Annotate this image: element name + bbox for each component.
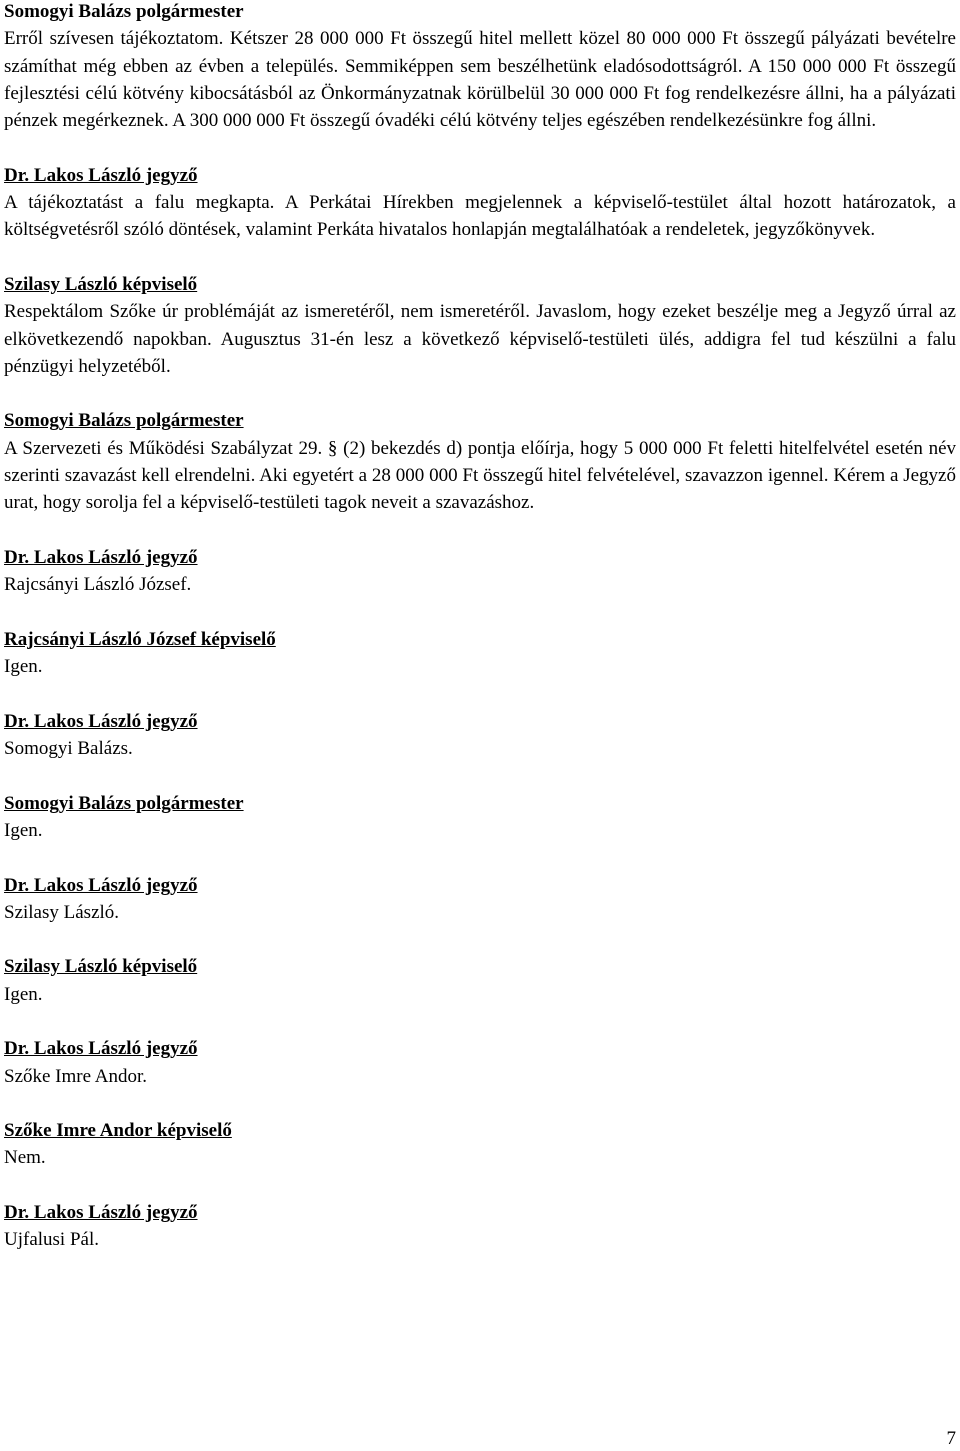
transcript-entry <box>4 1199 956 1254</box>
transcript-entry <box>4 544 956 599</box>
speech-text: A Szervezeti és Működési Szabályzat 29. § (2) bekezdés d) pontja előírja, hogy 5 000 000 Ft feletti hitelfelvétel esetén név szerinti szavazást kell elrendelni. Aki egyetért a 28 000 000 Ft összegű hitel felvételével, szavazzon igennel. Kérem a Jegyző urat, hogy sorolja fel a képviselő-testületi tagok neveit a szavazáshoz. <box>4 437 956 514</box>
speaker-name: Somogyi Balázs polgármester <box>4 1 244 22</box>
speaker-name: Dr. Lakos László jegyző <box>4 1202 198 1224</box>
transcript-entry <box>4 872 956 927</box>
speech-text: Szőke Imre Andor. <box>4 1065 148 1087</box>
speech-text: Ujfalusi Pál. <box>4 1229 99 1251</box>
speech-text: A tájékoztatást a falu megkapta. A Perkátai Hírekben megjelennek a képviselő-testület által hozott határozatok, a költségvetésről szóló döntések, valamint Perkáta hivatalos honlapján megtalálhatóak a rendeletek, jegyzőkönyvek. <box>4 192 956 241</box>
speech-text: Erről szívesen tájékoztatom. Kétszer 28 000 000 Ft összegű hitel mellett közel 80 000 000 Ft összegű pályázati bevételre számíthat még ebben az évben a település. Semmiképpen sem beszélhetünk eladósodottságról. A 150 000 000 Ft összegű fejlesztési célú kötvény kibocsátásból az Önkormányzatnak körülbelül 30 000 000 Ft fog rendelkezésre állni, ha a pályázati pénzek megérkeznek. A 300 000 000 Ft összegű óvadéki célú kötvény teljes egészében rendelkezésünkre fog állni. <box>4 28 956 132</box>
page-number: 7 <box>946 1428 956 1449</box>
speech-text: Igen. <box>4 819 43 841</box>
speaker-name: Dr. Lakos László jegyző <box>4 1038 198 1060</box>
transcript-entry <box>4 1117 956 1172</box>
speech-text: Rajcsányi László József. <box>4 574 192 596</box>
transcript-entry <box>4 271 956 380</box>
transcript-entry <box>4 162 956 244</box>
speech-text: Somogyi Balázs. <box>4 738 133 760</box>
transcript-entry <box>4 790 956 845</box>
speech-text: Respektálom Szőke úr problémáját az ismeretéről, nem ismeretéről. Javaslom, hogy ezeket beszélje meg a Jegyző úrral az elkövetkezendő napokban. Augusztus 31-én lesz a következő képviselő-testületi ülés, addigra fel tud készülni a falu pénzügyi helyzetéből. <box>4 301 956 377</box>
speaker-name: Dr. Lakos László jegyző <box>4 164 198 186</box>
transcript-entry <box>4 708 956 763</box>
transcript-entry <box>4 0 956 134</box>
speech-text: Igen. <box>4 656 43 678</box>
speaker-name: Szilasy László képviselő <box>4 956 198 978</box>
speaker-name: Rajcsányi László József képviselő <box>4 628 276 650</box>
speaker-name: Somogyi Balázs polgármester <box>4 410 244 432</box>
speaker-name: Dr. Lakos László jegyző <box>4 874 198 896</box>
speaker-name: Somogyi Balázs polgármester <box>4 792 244 814</box>
speech-text: Igen. <box>4 983 43 1005</box>
speech-text: Szilasy László. <box>4 901 120 923</box>
speaker-name: Szilasy László képviselő <box>4 273 198 295</box>
speech-text: Nem. <box>4 1147 46 1169</box>
transcript-entry <box>4 407 956 516</box>
speaker-name: Szőke Imre Andor képviselő <box>4 1120 232 1142</box>
document-page <box>4 0 956 1281</box>
transcript-entry <box>4 1035 956 1090</box>
speaker-name: Dr. Lakos László jegyző <box>4 546 198 568</box>
speaker-name: Dr. Lakos László jegyző <box>4 710 198 732</box>
transcript-entry <box>4 953 956 1008</box>
transcript-entry <box>4 626 956 681</box>
